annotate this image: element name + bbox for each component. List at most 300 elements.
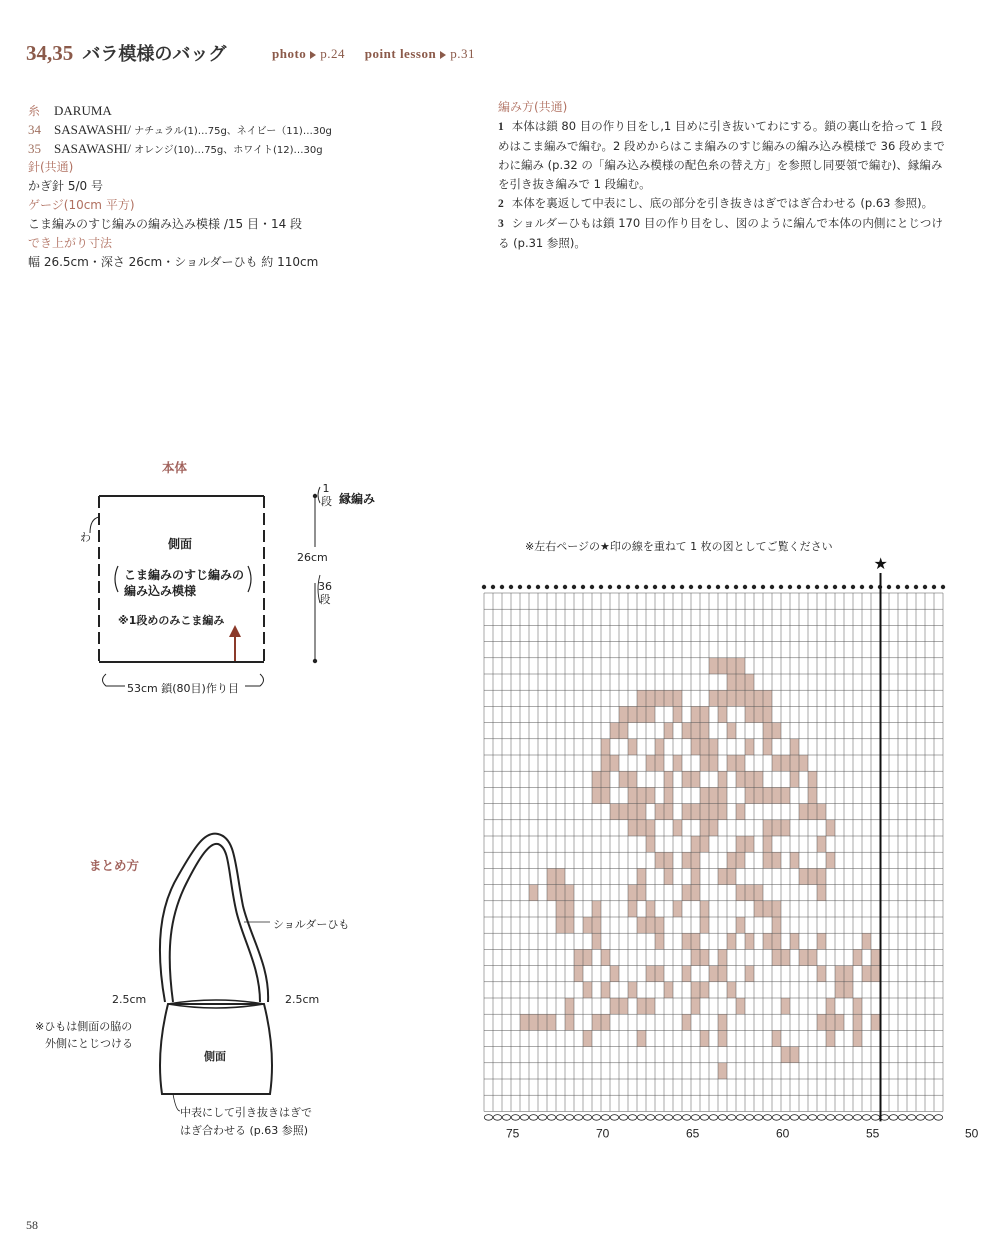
slip-stitch-mark	[806, 585, 810, 589]
chart-cell-filled	[754, 690, 763, 706]
chart-cell-filled	[628, 901, 637, 917]
chart-cell-filled	[691, 706, 700, 722]
slip-stitch-mark	[590, 585, 594, 589]
slip-stitch-mark	[662, 585, 666, 589]
pattern-number: 34,35	[26, 41, 74, 65]
chart-cell-filled	[808, 771, 817, 787]
chart-cell-filled	[682, 966, 691, 982]
chain-stitch-mark	[736, 1115, 744, 1121]
slip-stitch-mark	[851, 585, 855, 589]
assembly-diagram	[140, 826, 320, 1106]
chart-cell-filled	[691, 982, 700, 998]
chart-cell-filled	[655, 739, 664, 755]
photo-label: photo	[272, 46, 307, 61]
needle-label: 針(共通)	[28, 160, 74, 174]
yarn-detail: ナチュラル(1)…75g、ネイビー（11)…30g	[130, 126, 332, 137]
strap-note: ※ひもは側面の脇の 外側にとじつける	[35, 1020, 133, 1050]
chart-cell-filled	[574, 949, 583, 965]
chart-cell-filled	[709, 966, 718, 982]
chart-cell-filled	[817, 885, 826, 901]
chain-stitch-mark	[583, 1115, 591, 1121]
chart-cell-filled	[628, 706, 637, 722]
chart-cell-filled	[718, 787, 727, 803]
chain-stitch-mark	[610, 1115, 618, 1121]
chain-stitch-mark	[844, 1115, 852, 1121]
chart-cell-filled	[637, 998, 646, 1014]
chain-stitch-mark	[493, 1115, 501, 1121]
first-row-note: ※1段めのみこま編み	[118, 614, 225, 627]
chain-stitch-mark	[772, 1115, 780, 1121]
chart-cell-filled	[790, 1047, 799, 1063]
chart-cell-filled	[547, 1014, 556, 1030]
slip-stitch-mark	[554, 585, 558, 589]
x-tick-label: 50	[965, 1126, 979, 1141]
chart-cell-filled	[718, 949, 727, 965]
slip-stitch-mark	[896, 585, 900, 589]
chart-cell-filled	[745, 739, 754, 755]
chart-cell-filled	[646, 998, 655, 1014]
chart-cell-filled	[637, 690, 646, 706]
slip-stitch-mark	[824, 585, 828, 589]
chart-cell-filled	[565, 1014, 574, 1030]
chart-cell-filled	[628, 787, 637, 803]
slip-stitch-mark	[743, 585, 747, 589]
chart-cell-filled	[664, 690, 673, 706]
assembly-side-label: 側面	[204, 1050, 226, 1063]
slip-stitch-mark	[572, 585, 576, 589]
chart-cell-filled	[727, 690, 736, 706]
chart-cell-filled	[772, 852, 781, 868]
chart-cell-filled	[772, 787, 781, 803]
chart-cell-filled	[655, 852, 664, 868]
chart-cell-filled	[853, 949, 862, 965]
instruction-step: 3 ショルダーひもは鎖 170 目の作り目をし、図のように編んで本体の内側にとじつける (p.31 参照)。	[498, 216, 943, 250]
chart-cell-filled	[628, 771, 637, 787]
chain-stitch-mark	[520, 1115, 528, 1121]
chart-cell-filled	[826, 1030, 835, 1046]
chart-cell-filled	[718, 804, 727, 820]
chart-cell-filled	[520, 1014, 529, 1030]
rows-36-label: 36 段	[318, 580, 332, 606]
slip-stitch-mark	[725, 585, 729, 589]
slip-stitch-mark	[770, 585, 774, 589]
yarn-name: SASAWASHI/	[54, 122, 131, 137]
chart-cell-filled	[700, 723, 709, 739]
slip-stitch-mark	[860, 585, 864, 589]
left-measure: 2.5cm	[112, 993, 147, 1006]
chart-cell-filled	[682, 804, 691, 820]
chart-cell-filled	[799, 755, 808, 771]
chain-stitch-mark	[700, 1115, 708, 1121]
chart-cell-filled	[754, 771, 763, 787]
chain-stitch-mark	[817, 1115, 825, 1121]
chart-cell-filled	[763, 901, 772, 917]
slip-stitch-mark	[941, 585, 945, 589]
chart-cell-filled	[565, 917, 574, 933]
chart-cell-filled	[799, 868, 808, 884]
chart-cell-filled	[592, 901, 601, 917]
chart-cell-filled	[619, 804, 628, 820]
chart-cell-filled	[664, 852, 673, 868]
chart-cell-filled	[781, 998, 790, 1014]
right-measure: 2.5cm	[285, 993, 320, 1006]
chart-cell-filled	[817, 836, 826, 852]
slip-stitch-mark	[869, 585, 873, 589]
chart-cell-filled	[853, 1014, 862, 1030]
chain-stitch-mark	[655, 1115, 663, 1121]
chart-cell-filled	[673, 706, 682, 722]
chain-stitch-mark	[925, 1115, 933, 1121]
chart-cell-filled	[736, 998, 745, 1014]
chain-stitch-mark	[916, 1115, 924, 1121]
chart-cell-filled	[637, 787, 646, 803]
slip-stitch-mark	[563, 585, 567, 589]
chart-cell-filled	[781, 949, 790, 965]
chart-cell-filled	[700, 755, 709, 771]
height-label: 26cm	[297, 551, 328, 564]
chain-stitch-mark	[538, 1115, 546, 1121]
pattern-line1: こま編みのすじ編みの	[124, 568, 245, 582]
chart-cell-filled	[628, 804, 637, 820]
chart-cell-filled	[556, 885, 565, 901]
pattern-line2: 編み込み模様	[124, 584, 197, 598]
chart-cell-filled	[826, 852, 835, 868]
chart-cell-filled	[646, 917, 655, 933]
chart-cell-filled	[655, 690, 664, 706]
chart-cell-filled	[736, 674, 745, 690]
chart-cell-filled	[682, 771, 691, 787]
chain-stitch-mark	[790, 1115, 798, 1121]
x-tick-label: 70	[596, 1126, 610, 1141]
chart-cell-filled	[619, 723, 628, 739]
chart-cell-filled	[610, 966, 619, 982]
chart-cell-filled	[664, 804, 673, 820]
chart-cell-filled	[727, 852, 736, 868]
chart-cell-filled	[772, 1030, 781, 1046]
chain-stitch-mark	[799, 1115, 807, 1121]
chart-cell-filled	[718, 966, 727, 982]
chain-stitch-mark	[565, 1115, 573, 1121]
chart-cell-filled	[637, 885, 646, 901]
chart-cell-filled	[817, 1014, 826, 1030]
chart-cell-filled	[718, 1030, 727, 1046]
chart-cell-filled	[736, 836, 745, 852]
chart-cell-filled	[646, 836, 655, 852]
page-header	[26, 40, 226, 66]
chart-cell-filled	[646, 787, 655, 803]
chain-stitch-mark	[601, 1115, 609, 1121]
arrow-right-icon	[440, 51, 446, 59]
chart-cell-filled	[754, 901, 763, 917]
chart-cell-filled	[700, 804, 709, 820]
yarn-row-number: 35	[28, 141, 41, 156]
chain-stitch-mark	[754, 1115, 762, 1121]
chart-cell-filled	[709, 787, 718, 803]
chart-cell-filled	[745, 690, 754, 706]
chart-cell-filled	[637, 820, 646, 836]
chart-cell-filled	[709, 820, 718, 836]
materials-block	[28, 101, 332, 272]
chart-cell-filled	[646, 755, 655, 771]
chart-cell-filled	[727, 933, 736, 949]
chain-stitch-mark	[484, 1115, 492, 1121]
chart-cell-filled	[763, 787, 772, 803]
chart-cell-filled	[772, 820, 781, 836]
chart-cell-filled	[691, 933, 700, 949]
chart-cell-filled	[736, 755, 745, 771]
chart-cell-filled	[664, 723, 673, 739]
chart-cell-filled	[772, 723, 781, 739]
chart-cell-filled	[655, 804, 664, 820]
chart-cell-filled	[682, 885, 691, 901]
chart-cell-filled	[736, 658, 745, 674]
chart-cell-filled	[691, 852, 700, 868]
chart-cell-filled	[601, 771, 610, 787]
chart-cell-filled	[808, 804, 817, 820]
chart-cell-filled	[772, 917, 781, 933]
chain-stitch-mark	[691, 1115, 699, 1121]
slip-stitch-mark	[518, 585, 522, 589]
chart-cell-filled	[835, 982, 844, 998]
chart-cell-filled	[628, 739, 637, 755]
chart-cell-filled	[583, 1030, 592, 1046]
slip-stitch-mark	[509, 585, 513, 589]
chart-cell-filled	[637, 868, 646, 884]
chart-cell-filled	[673, 820, 682, 836]
chart-cell-filled	[619, 706, 628, 722]
chart-cell-filled	[817, 966, 826, 982]
chart-cell-filled	[628, 982, 637, 998]
chain-stitch-mark	[709, 1115, 717, 1121]
chart-cell-filled	[709, 804, 718, 820]
yarn-row-number: 34	[28, 122, 41, 137]
chart-cell-filled	[763, 723, 772, 739]
slip-stitch-mark	[653, 585, 657, 589]
slip-stitch-mark	[545, 585, 549, 589]
chart-cell-filled	[619, 998, 628, 1014]
chart-cell-filled	[610, 755, 619, 771]
chart-cell-filled	[808, 787, 817, 803]
chain-stitch-mark	[898, 1115, 906, 1121]
photo-page: p.24	[320, 46, 346, 61]
chart-cell-filled	[682, 852, 691, 868]
chart-cell-filled	[565, 901, 574, 917]
chart-cell-filled	[781, 820, 790, 836]
chart-cell-filled	[781, 787, 790, 803]
slip-stitch-mark	[500, 585, 504, 589]
chart-cell-filled	[637, 917, 646, 933]
chain-stitch-mark	[547, 1115, 555, 1121]
chart-cell-filled	[583, 982, 592, 998]
chart-cell-filled	[565, 998, 574, 1014]
chart-cell-filled	[601, 787, 610, 803]
chain-stitch-mark	[718, 1115, 726, 1121]
chart-cell-filled	[664, 771, 673, 787]
chart-cell-filled	[691, 998, 700, 1014]
chain-stitch-mark	[835, 1115, 843, 1121]
chart-cell-filled	[718, 1063, 727, 1079]
chart-cell-filled	[664, 982, 673, 998]
chart-cell-filled	[745, 787, 754, 803]
chain-stitch-mark	[574, 1115, 582, 1121]
slip-stitch-mark	[815, 585, 819, 589]
chart-cell-filled	[826, 1014, 835, 1030]
chart-cell-filled	[637, 1030, 646, 1046]
assembly-title: まとめ方	[89, 858, 140, 873]
chart-cell-filled	[592, 787, 601, 803]
chart-cell-filled	[871, 966, 880, 982]
chart-cell-filled	[718, 706, 727, 722]
chart-cell-filled	[781, 755, 790, 771]
chart-cell-filled	[736, 690, 745, 706]
chart-cell-filled	[601, 1014, 610, 1030]
chart-cell-filled	[727, 658, 736, 674]
chain-stitch-mark	[781, 1115, 789, 1121]
chain-stitch-mark	[502, 1115, 510, 1121]
chart-cell-filled	[700, 1030, 709, 1046]
chart-cell-filled	[781, 1047, 790, 1063]
chart-cell-filled	[727, 755, 736, 771]
chart-cell-filled	[646, 901, 655, 917]
x-tick-label: 60	[776, 1126, 790, 1141]
chart-cell-filled	[844, 982, 853, 998]
chart-cell-filled	[718, 771, 727, 787]
slip-stitch-mark	[833, 585, 837, 589]
instructions-heading: 編み方(共通)	[498, 100, 568, 114]
chart-cell-filled	[871, 949, 880, 965]
chain-stitch-mark	[556, 1115, 564, 1121]
chart-cell-filled	[646, 690, 655, 706]
chart-cell-filled	[637, 804, 646, 820]
chart-cell-filled	[610, 804, 619, 820]
chart-cell-filled	[727, 868, 736, 884]
chart-cell-filled	[682, 723, 691, 739]
slip-stitch-mark	[923, 585, 927, 589]
chart-cell-filled	[691, 885, 700, 901]
chart-cell-filled	[592, 933, 601, 949]
chart-cell-filled	[655, 933, 664, 949]
chart-cell-filled	[763, 836, 772, 852]
chart-cell-filled	[529, 885, 538, 901]
yarn-name: SASAWASHI/	[54, 141, 131, 156]
chart-cell-filled	[628, 820, 637, 836]
slip-stitch-mark	[599, 585, 603, 589]
chart-cell-filled	[646, 706, 655, 722]
yarn-detail: オレンジ(10)…75g、ホワイト(12)…30g	[130, 145, 323, 156]
chart-cell-filled	[790, 771, 799, 787]
chart-cell-filled	[727, 982, 736, 998]
chart-cell-filled	[664, 787, 673, 803]
chart-cell-filled	[655, 966, 664, 982]
chart-cell-filled	[718, 690, 727, 706]
chart-cell-filled	[817, 933, 826, 949]
slip-stitch-mark	[644, 585, 648, 589]
chart-cell-filled	[736, 885, 745, 901]
slip-stitch-mark	[527, 585, 531, 589]
chain-stitch-mark	[673, 1115, 681, 1121]
slip-stitch-mark	[635, 585, 639, 589]
chart-cell-filled	[673, 690, 682, 706]
chart-cell-filled	[736, 771, 745, 787]
chart-cell-filled	[700, 836, 709, 852]
chart-cell-filled	[709, 690, 718, 706]
instructions-block	[498, 98, 953, 253]
lesson-label: point lesson	[364, 46, 437, 61]
chart-cell-filled	[853, 1030, 862, 1046]
lesson-page: p.31	[450, 46, 475, 61]
chain-stitch-mark	[889, 1115, 897, 1121]
chart-cell-filled	[763, 820, 772, 836]
chart-cell-filled	[718, 868, 727, 884]
color-chart	[470, 550, 980, 1141]
chain-stitch-mark	[826, 1115, 834, 1121]
slip-stitch-mark	[608, 585, 612, 589]
chart-cell-filled	[601, 755, 610, 771]
chain-stitch-mark	[628, 1115, 636, 1121]
chart-cell-filled	[565, 885, 574, 901]
chart-cell-filled	[583, 917, 592, 933]
chart-cell-filled	[691, 739, 700, 755]
rows-1-label: 1 段	[321, 482, 332, 508]
slip-stitch-mark	[932, 585, 936, 589]
slip-stitch-mark	[698, 585, 702, 589]
chart-cell-filled	[655, 755, 664, 771]
chart-cell-filled	[691, 771, 700, 787]
slip-stitch-mark	[671, 585, 675, 589]
chart-cell-filled	[826, 998, 835, 1014]
chart-cell-filled	[601, 982, 610, 998]
body-diagram-title: 本体	[162, 460, 188, 475]
chart-cell-filled	[718, 1014, 727, 1030]
chart-cell-filled	[772, 933, 781, 949]
chain-stitch-mark	[934, 1115, 942, 1121]
chart-cell-filled	[745, 836, 754, 852]
slip-stitch-mark	[626, 585, 630, 589]
chain-stitch-mark	[871, 1115, 879, 1121]
chart-cell-filled	[538, 1014, 547, 1030]
chart-cell-filled	[754, 787, 763, 803]
instruction-step: 2 本体を裏返して中表にし、底の部分を引き抜きはぎではぎ合わせる (p.63 参照)。	[498, 196, 934, 210]
chart-cell-filled	[601, 949, 610, 965]
star-icon: ★	[873, 554, 888, 573]
chain-stitch-mark	[907, 1115, 915, 1121]
chart-cell-filled	[763, 933, 772, 949]
chart-cell-filled	[673, 901, 682, 917]
chart-cell-filled	[763, 706, 772, 722]
chain-stitch-mark	[808, 1115, 816, 1121]
edge-label: 縁編み	[339, 492, 376, 506]
chart-cell-filled	[790, 739, 799, 755]
slip-stitch-mark	[482, 585, 486, 589]
chart-cell-filled	[745, 966, 754, 982]
chart-cell-filled	[700, 787, 709, 803]
chart-cell-filled	[772, 755, 781, 771]
chart-cell-filled	[574, 966, 583, 982]
slip-stitch-mark	[752, 585, 756, 589]
chart-cell-filled	[619, 771, 628, 787]
slip-stitch-mark	[914, 585, 918, 589]
chain-stitch-mark	[862, 1115, 870, 1121]
slip-stitch-mark	[761, 585, 765, 589]
chart-cell-filled	[691, 949, 700, 965]
chart-cell-filled	[844, 966, 853, 982]
chart-cell-filled	[610, 723, 619, 739]
width-label: 53cm 鎖(80目)作り目	[127, 682, 239, 695]
chain-stitch-mark	[646, 1115, 654, 1121]
chart-cell-filled	[700, 706, 709, 722]
chart-cell-filled	[763, 852, 772, 868]
chart-cell-filled	[709, 658, 718, 674]
